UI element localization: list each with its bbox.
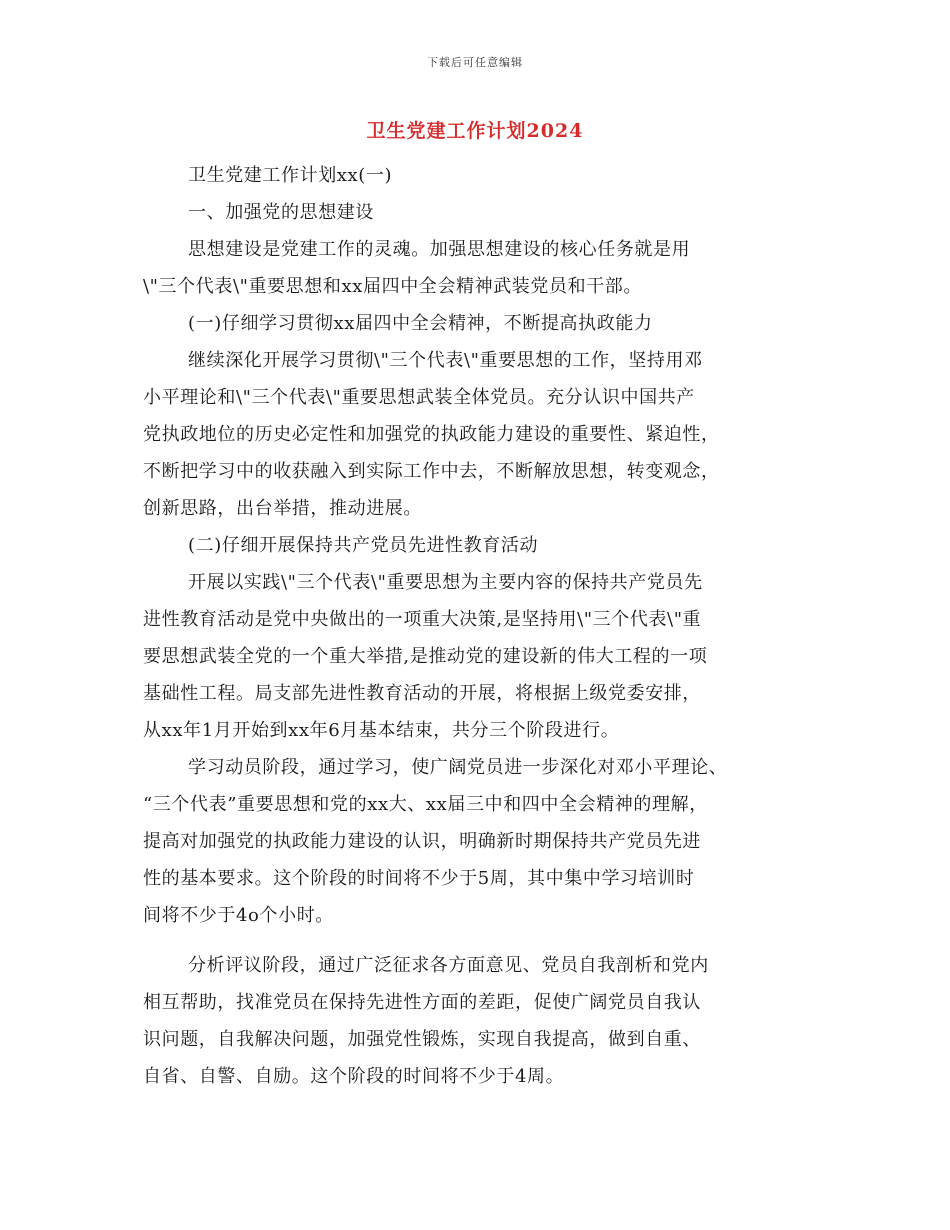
paragraph-line: 自省、自警、自励。这个阶段的时间将不少于4周。 <box>143 1066 565 1087</box>
document-body <box>143 157 815 1095</box>
paragraph-line: 性的基本要求。这个阶段的时间将不少于5周，其中集中学习培训时 <box>143 868 695 889</box>
paragraph-line: 进性教育活动是党中央做出的一项重大决策,是坚持用\"三个代表\"重 <box>143 609 702 630</box>
paragraph-line: 基础性工程。局支部先进性教育活动的开展，将根据上级党委安排， <box>143 683 701 704</box>
paragraph-line: 学习动员阶段，通过学习，使广阔党员进一步深化对邓小平理论、 <box>188 757 728 778</box>
paragraph-line: 党执政地位的历史必定性和加强党的执政能力建设的重要性、紧迫性， <box>143 424 720 445</box>
paragraph-line: 思想建设是党建工作的灵魂。加强思想建设的核心任务就是用 <box>188 239 691 260</box>
paragraph-line: 间将不少于4o个小时。 <box>143 905 334 926</box>
paragraph-line: 小平理论和\"三个代表\"重要思想武装全体党员。充分认识中国共产 <box>143 387 695 408</box>
header-note: 下载后可任意编辑 <box>427 56 523 69</box>
paragraph-line: 要思想武装全党的一个重大举措,是推动党的建设新的伟大工程的一项 <box>143 646 708 667</box>
paragraph-line: 识问题，自我解决问题，加强党性锻炼，实现自我提高，做到自重、 <box>143 1029 701 1050</box>
paragraph-line: 分析评议阶段，通过广泛征求各方面意见、党员自我剖析和党内 <box>188 955 709 976</box>
paragraph-line: 相互帮助，找准党员在保持先进性方面的差距，促使广阔党员自我认 <box>143 992 701 1013</box>
paragraph-line: 不断把学习中的收获融入到实际工作中去，不断解放思想，转变观念， <box>143 461 720 482</box>
paragraph-line: “三个代表”重要思想和党的xx大、xx届三中和四中全会精神的理解， <box>143 794 708 815</box>
paragraph-gap <box>143 934 815 947</box>
subsection-heading: 一、加强党的思想建设 <box>188 202 374 223</box>
subsection-heading: (一)仔细学习贯彻xx届四中全会精神，不断提高执政能力 <box>188 313 653 334</box>
paragraph-line: 从xx年1月开始到xx年6月基本结束，共分三个阶段进行。 <box>143 720 620 741</box>
paragraph-line: 提高对加强党的执政能力建设的认识，明确新时期保持共产党员先进 <box>143 831 701 852</box>
subsection-heading: (二)仔细开展保持共产党员先进性教育活动 <box>188 535 539 556</box>
paragraph-line: 继续深化开展学习贯彻\"三个代表\"重要思想的工作，坚持用邓 <box>188 350 703 371</box>
paragraph-line: 开展以实践\"三个代表\"重要思想为主要内容的保持共产党员先 <box>188 572 703 593</box>
document-title: 卫生党建工作计划2024 <box>366 120 584 142</box>
paragraph-line: \"三个代表\"重要思想和xx届四中全会精神武装党员和干部。 <box>143 276 642 297</box>
paragraph-line: 创新思路，出台举措，推动进展。 <box>143 498 422 519</box>
section-heading: 卫生党建工作计划xx(一) <box>188 165 393 186</box>
